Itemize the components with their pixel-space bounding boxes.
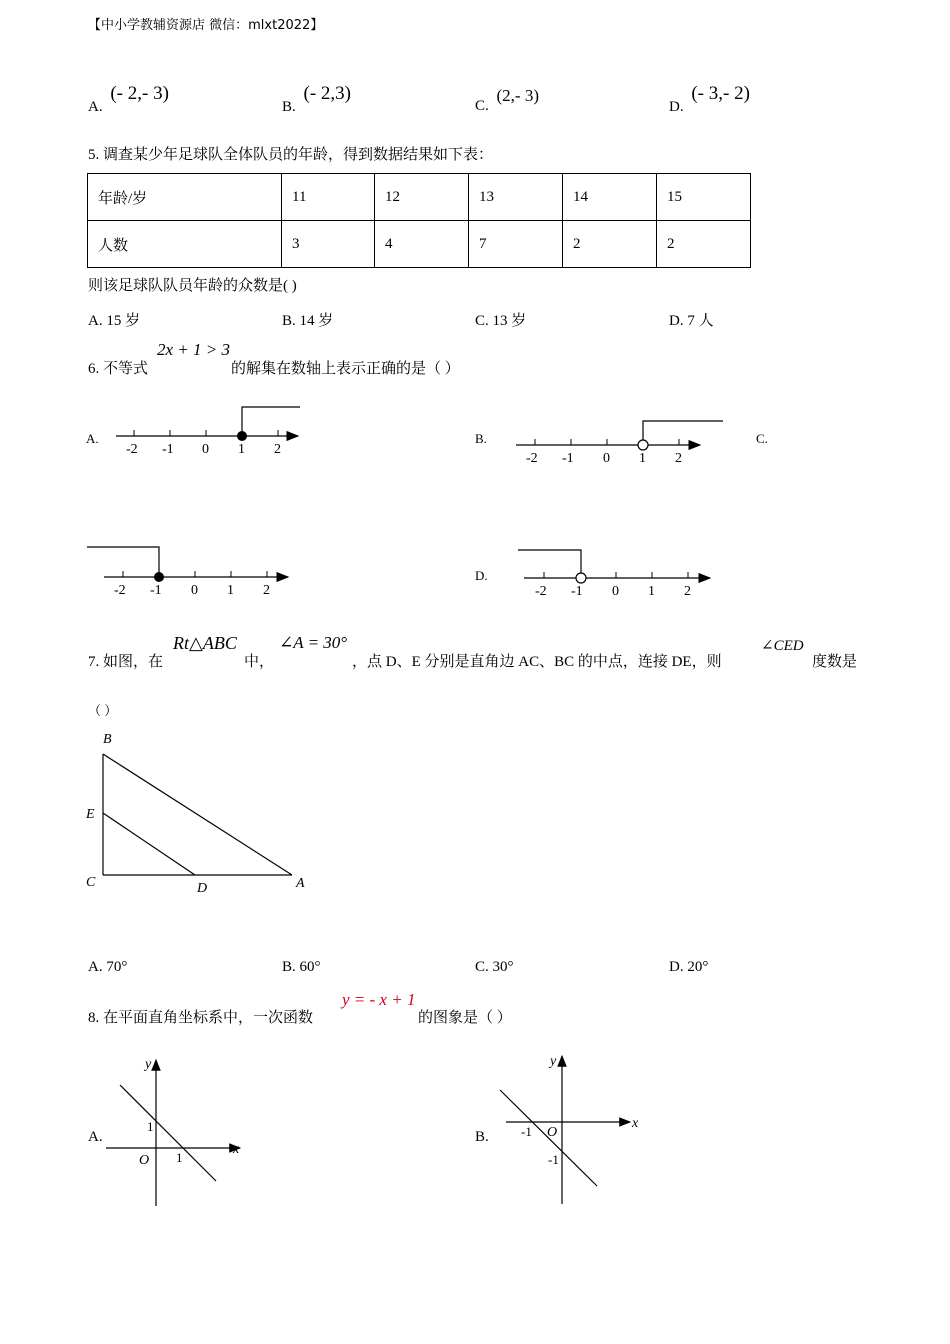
tick-label: -2 [114,583,126,598]
q4-option-c-value: (2,- 3) [496,86,539,105]
tick-label: 0 [191,583,198,598]
tick-label: -1 [571,584,583,599]
vertex-b-label: B [103,732,112,747]
table-cell: 年龄/岁 [88,174,282,221]
q4-option-a-letter: A. [88,99,103,115]
q7-triangle-figure [0,720,330,900]
vertex-d-label: D [197,881,208,896]
q7-mid2: ，点 D、E 分别是直角边 AC、BC 的中点，连接 DE，则 [352,654,722,670]
page-header: 【中小学教辅资源店 微信：mlxt2022】 [88,18,324,33]
q7-formula-ced: ∠CED [761,638,804,654]
q8-label-b[interactable]: B. [475,1129,489,1145]
table-cell: 13 [469,174,563,221]
number-line-a [116,407,300,457]
q7-stem-prefix: 7. 如图，在 [88,654,164,670]
q6-stem-prefix: 6. 不等式 [88,361,149,377]
origin-label: O [547,1125,558,1140]
q5-option-a[interactable]: A. 15 岁 [88,313,141,329]
q6-label-a[interactable]: A. [86,431,99,446]
origin-label: O [139,1153,150,1168]
q6-label-c[interactable]: C. [756,431,768,446]
q4-option-d-letter: D. [669,99,684,115]
table-cell: 7 [469,221,563,268]
number-line-c [87,547,288,598]
q7-option-b[interactable]: B. 60° [282,959,321,975]
tick-label: 1 [648,584,655,599]
tick-label: -1 [150,583,162,598]
table-cell: 4 [375,221,469,268]
vertex-a-label: A [296,876,305,891]
q5-option-d[interactable]: D. 7 人 [669,313,714,329]
tick-label: 2 [684,584,691,599]
number-line-b [516,421,723,466]
q6-number-lines [0,0,950,620]
q4-option-c-letter: C. [475,98,489,114]
q8-stem-prefix: 8. 在平面直角坐标系中，一次函数 [88,1010,314,1026]
table-cell: 人数 [88,221,282,268]
vertex-e-label: E [86,807,95,822]
y-axis-label: y [145,1057,152,1072]
q4-option-b-value: (- 2,3) [303,83,351,104]
y-axis-label: y [550,1054,557,1069]
tick-label: 0 [612,584,619,599]
q7-paren: （ ） [88,703,118,718]
q5-option-c[interactable]: C. 13 岁 [475,313,527,329]
tick-label: 0 [202,442,209,457]
number-line-d [518,550,710,599]
q8-stem-suffix: 的图象是（ ） [418,1010,512,1026]
y-intercept-label: -1 [548,1152,559,1167]
q7-formula-triangle: Rt△ABC [173,633,237,653]
q8-graph-a [90,1050,260,1220]
tick-label: 1 [238,442,245,457]
q4-option-a-value: (- 2,- 3) [110,83,169,104]
q4-option-b-letter: B. [282,99,296,115]
q7-stem-suffix: 度数是 [812,654,858,670]
q8-label-a[interactable]: A. [88,1129,103,1145]
q7-option-c[interactable]: C. 30° [475,959,514,975]
table-cell: 12 [375,174,469,221]
x-axis-label: x [233,1142,240,1157]
table-cell: 2 [563,221,657,268]
q5-stem: 5. 调查某少年足球队全体队员的年龄，得到数据结果如下表： [88,147,494,163]
tick-label: 2 [274,442,281,457]
q6-label-b[interactable]: B. [475,431,487,446]
tick-label: 2 [675,451,682,466]
tick-label: 0 [603,451,610,466]
q8-formula: y = - x + 1 [342,990,416,1009]
x-axis-label: x [632,1116,639,1131]
table-cell: 14 [563,174,657,221]
tick-label: -1 [162,442,174,457]
q4-option-d-value: (- 3,- 2) [691,83,750,104]
tick-label: 1 [639,451,646,466]
tick-label: -2 [126,442,138,457]
table-cell: 3 [282,221,375,268]
q5-option-b[interactable]: B. 14 岁 [282,313,334,329]
x-intercept-label: 1 [176,1150,183,1165]
tick-label: -1 [562,451,574,466]
q6-label-d[interactable]: D. [475,568,488,583]
y-intercept-label: 1 [147,1119,154,1134]
tick-label: 1 [227,583,234,598]
q6-formula: 2x + 1 > 3 [157,340,230,359]
table-cell: 15 [657,174,751,221]
tick-label: -2 [526,451,538,466]
q7-option-a[interactable]: A. 70° [88,959,128,975]
q7-mid1: 中， [244,654,275,670]
q5-question: 则该足球队队员年龄的众数是( ) [88,278,297,294]
q7-formula-angle: ∠A = 30° [279,633,348,652]
q7-option-d[interactable]: D. 20° [669,959,709,975]
q8-graph-b [490,1048,660,1208]
q6-stem-suffix: 的解集在数轴上表示正确的是（ ） [231,361,460,377]
tick-label: -2 [535,584,547,599]
table-cell: 2 [657,221,751,268]
x-intercept-label: -1 [521,1124,532,1139]
vertex-c-label: C [86,875,96,890]
tick-label: 2 [263,583,270,598]
table-cell: 11 [282,174,375,221]
